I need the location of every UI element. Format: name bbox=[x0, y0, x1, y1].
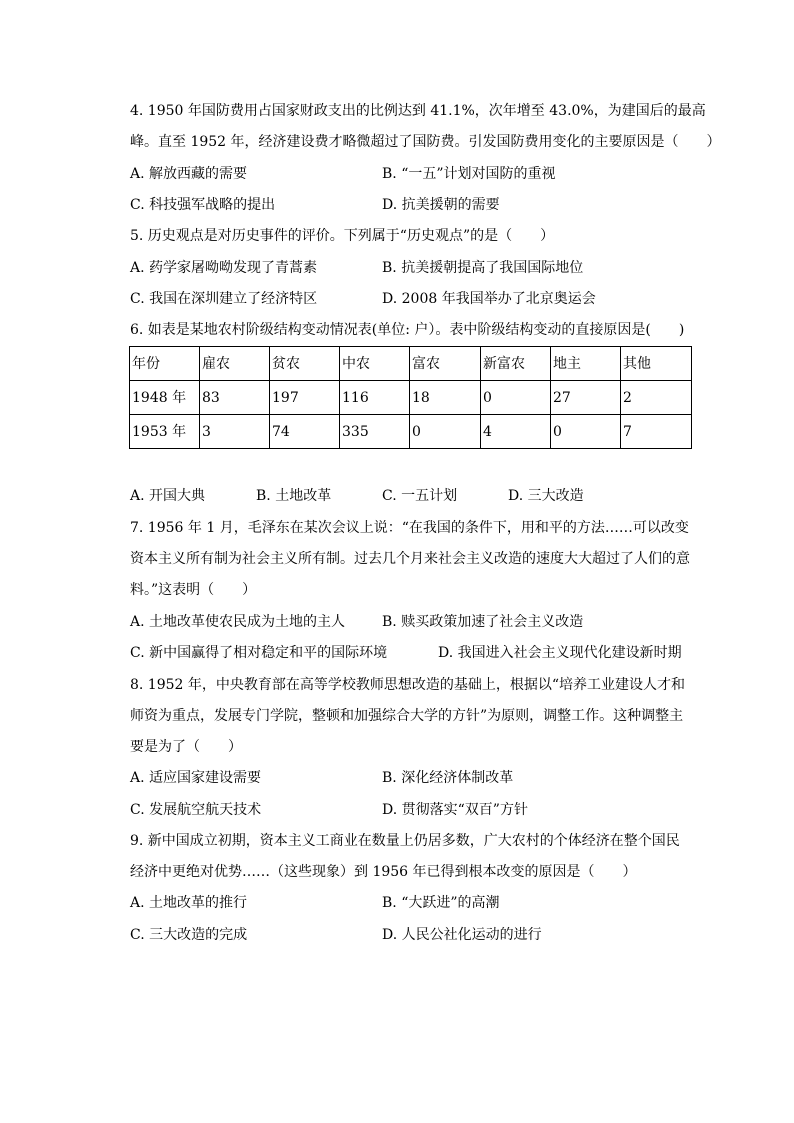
q9-stem-line1: 9. 新中国成立初期，资本主义工商业在数量上仍居多数，广大农村的个体经济在整个国民 bbox=[130, 833, 680, 849]
q6-option-a[interactable]: A. 开国大典 bbox=[130, 488, 206, 504]
table-header-cell: 贫农 bbox=[270, 347, 340, 381]
q5-stem-line1: 5. 历史观点是对历史事件的评价。下列属于“历史观点”的是（ ） bbox=[130, 228, 555, 244]
table-cell: 197 bbox=[270, 381, 340, 415]
table-header-cell: 其他 bbox=[621, 347, 692, 381]
q7-stem-line2: 资本主义所有制为社会主义所有制。过去几个月来社会主义改造的速度大大超过了人们的意 bbox=[130, 551, 690, 567]
table-cell: 0 bbox=[551, 415, 621, 449]
q7-stem-line3: 料。”这表明（ ） bbox=[130, 582, 257, 598]
q8-stem-line2: 师资为重点，发展专门学院，整顿和加强综合大学的方针”为原则，调整工作。这种调整主 bbox=[130, 708, 684, 724]
q4-option-c[interactable]: C. 科技强军战略的提出 bbox=[130, 197, 276, 213]
table-cell: 27 bbox=[551, 381, 621, 415]
table-cell: 4 bbox=[481, 415, 551, 449]
q8-option-a[interactable]: A. 适应国家建设需要 bbox=[130, 770, 262, 786]
table-cell: 7 bbox=[621, 415, 692, 449]
table-cell: 0 bbox=[481, 381, 551, 415]
q4-stem-line1: 4. 1950 年国防费用占国家财政支出的比例达到 41.1%，次年增至 43.0%，为建国后的最高 bbox=[130, 103, 706, 119]
q8-stem-line1: 8. 1952 年，中央教育部在高等学校教师思想改造的基础上，根据以“培养工业建设人才和 bbox=[130, 677, 686, 693]
table-header-cell: 年份 bbox=[130, 347, 200, 381]
q8-stem-line3: 要是为了（ ） bbox=[130, 739, 242, 755]
q7-option-a[interactable]: A. 土地改革使农民成为土地的主人 bbox=[130, 614, 346, 630]
q9-stem-line2: 经济中更绝对优势……（这些现象）到 1956 年已得到根本改变的原因是（ ） bbox=[130, 864, 637, 880]
q8-option-c[interactable]: C. 发展航空航天技术 bbox=[130, 802, 262, 818]
table-header-cell: 富农 bbox=[410, 347, 481, 381]
q9-option-c[interactable]: C. 三大改造的完成 bbox=[130, 927, 248, 943]
table-cell: 3 bbox=[200, 415, 270, 449]
table-cell: 74 bbox=[270, 415, 340, 449]
table-row bbox=[130, 381, 692, 415]
q5-option-a[interactable]: A. 药学家屠呦呦发现了青蒿素 bbox=[130, 260, 318, 276]
table-header-cell: 中农 bbox=[340, 347, 410, 381]
q7-option-b[interactable]: B. 赎买政策加速了社会主义改造 bbox=[382, 614, 584, 630]
q6-option-c[interactable]: C. 一五计划 bbox=[382, 488, 458, 504]
table-header-cell: 地主 bbox=[551, 347, 621, 381]
class-structure-table bbox=[129, 346, 692, 449]
q5-option-b[interactable]: B. 抗美援朝提高了我国国际地位 bbox=[382, 260, 584, 276]
table-cell: 1953 年 bbox=[130, 415, 200, 449]
q8-option-b[interactable]: B. 深化经济体制改革 bbox=[382, 770, 514, 786]
q9-option-d[interactable]: D. 人民公社化运动的进行 bbox=[382, 927, 542, 943]
q5-option-c[interactable]: C. 我国在深圳建立了经济特区 bbox=[130, 291, 318, 307]
table-cell: 83 bbox=[200, 381, 270, 415]
table-header-cell: 雇农 bbox=[200, 347, 270, 381]
q7-stem-line1: 7. 1956 年 1 月，毛泽东在某次会议上说：“在我国的条件下，用和平的方法……可以改变 bbox=[130, 520, 689, 536]
table-cell: 0 bbox=[410, 415, 481, 449]
table-cell: 18 bbox=[410, 381, 481, 415]
q5-option-d[interactable]: D. 2008 年我国举办了北京奥运会 bbox=[382, 291, 596, 307]
q7-option-d[interactable]: D. 我国进入社会主义现代化建设新时期 bbox=[438, 645, 682, 661]
q4-option-b[interactable]: B. “一五”计划对国防的重视 bbox=[382, 166, 556, 182]
table-cell: 335 bbox=[340, 415, 410, 449]
q6-option-b[interactable]: B. 土地改革 bbox=[256, 488, 332, 504]
table-cell: 1948 年 bbox=[130, 381, 200, 415]
table-row bbox=[130, 415, 692, 449]
q4-option-a[interactable]: A. 解放西藏的需要 bbox=[130, 166, 248, 182]
q8-option-d[interactable]: D. 贯彻落实“双百”方针 bbox=[382, 802, 528, 818]
table-header-cell: 新富农 bbox=[481, 347, 551, 381]
q6-stem-line1: 6. 如表是某地农村阶级结构变动情况表(单位: 户）。表中阶级结构变动的直接原因是( ) bbox=[130, 322, 685, 338]
q4-option-d[interactable]: D. 抗美援朝的需要 bbox=[382, 197, 500, 213]
q9-option-a[interactable]: A. 土地改革的推行 bbox=[130, 895, 248, 911]
table-header-row bbox=[130, 347, 692, 381]
q9-option-b[interactable]: B. “大跃进”的高潮 bbox=[382, 895, 500, 911]
q7-option-c[interactable]: C. 新中国赢得了相对稳定和平的国际环境 bbox=[130, 645, 388, 661]
table-cell: 2 bbox=[621, 381, 692, 415]
q4-stem-line2: 峰。直至 1952 年，经济建设费才略微超过了国防费。引发国防费用变化的主要原因是（ ） bbox=[130, 134, 721, 150]
table-cell: 116 bbox=[340, 381, 410, 415]
q6-option-d[interactable]: D. 三大改造 bbox=[508, 488, 584, 504]
